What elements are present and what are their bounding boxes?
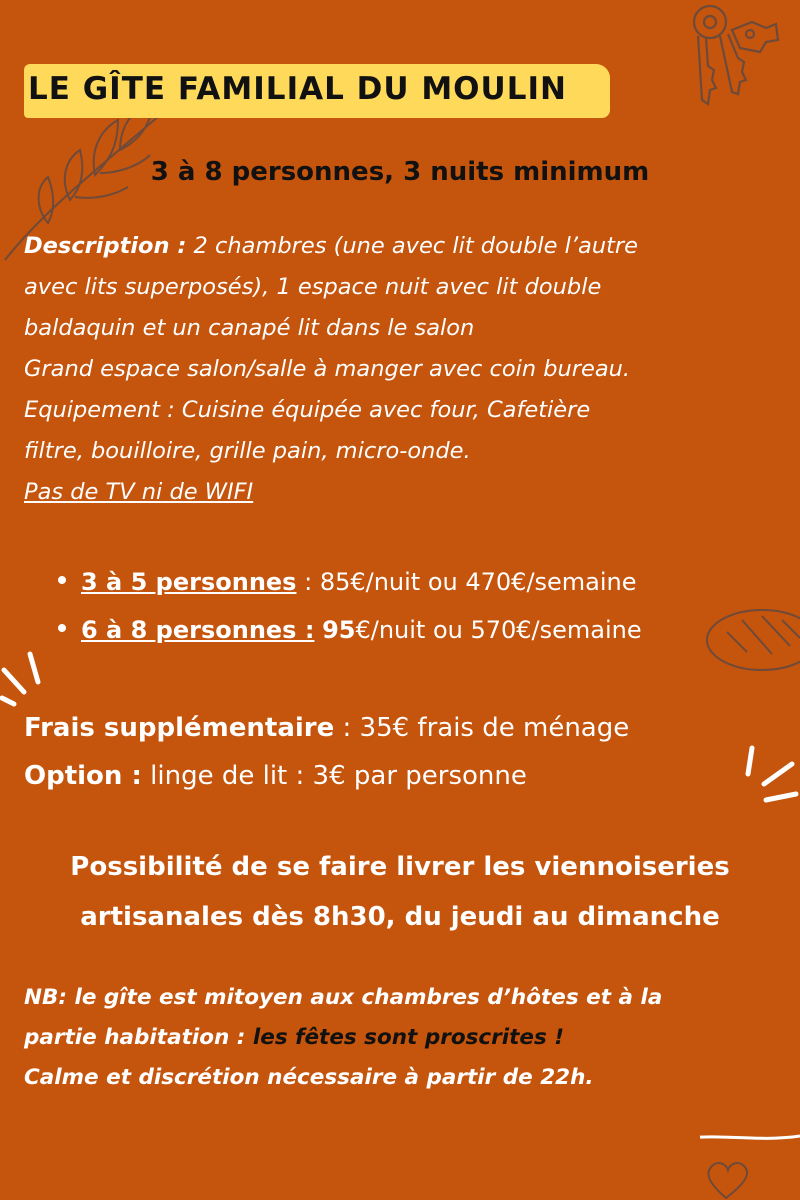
price-bold: 95: [322, 616, 356, 644]
option-line: [24, 752, 629, 800]
description-label: Description :: [24, 233, 187, 259]
equipment-line-2: filtre, bouilloire, grille pain, micro-onde.: [24, 438, 471, 464]
page-title: LE GÎTE FAMILIAL DU MOULIN: [28, 71, 567, 107]
price-item-large-group: [0, 610, 800, 658]
nb-line-3: Calme et discrétion nécessaire à partir de 22h.: [24, 1065, 594, 1090]
no-tv-wifi-note: Pas de TV ni de WIFI: [24, 479, 254, 505]
extra-fee-line: [24, 704, 629, 752]
sparkle-right-icon: [740, 740, 800, 810]
extra-fee-value: : 35€ frais de ménage: [334, 713, 630, 743]
price-separator: :: [296, 568, 320, 596]
description-line-4: Grand espace salon/salle à manger avec coin bureau.: [24, 356, 631, 382]
description-block: [24, 226, 794, 513]
description-text-1: 2 chambres (une avec lit double l’autre: [193, 233, 639, 259]
description-line-1: [24, 226, 794, 267]
option-value: linge de lit : 3€ par personne: [141, 761, 527, 791]
price-separator: [314, 616, 322, 644]
option-label: Option :: [24, 761, 142, 791]
nb-note: [24, 978, 794, 1098]
fees-block: [24, 704, 629, 800]
party-ban-text: les fêtes sont proscrites !: [252, 1025, 565, 1050]
description-line-2: avec lits superposés), 1 espace nuit avec lit double: [24, 274, 602, 300]
group-size: 6 à 8 personnes :: [81, 616, 315, 644]
price-line: [81, 616, 642, 644]
title-banner: [24, 62, 610, 120]
price-line: [81, 568, 637, 596]
bullet: [58, 576, 66, 584]
price-list: [0, 562, 800, 658]
group-size: 3 à 5 personnes: [81, 568, 297, 596]
equipment-line-1: Equipement : Cuisine équipée avec four, Cafetière: [24, 397, 591, 423]
nb-line-2: [24, 1018, 794, 1058]
capacity-subtitle: 3 à 8 personnes, 3 nuits minimum: [150, 157, 650, 187]
pastry-line-1: Possibilité de se faire livrer les viennoiseries: [70, 852, 730, 882]
pastry-line-2: artisanales dès 8h30, du jeudi au dimanche: [80, 902, 720, 932]
price-item-small-group: [0, 562, 800, 610]
price-text: €/nuit ou 570€/semaine: [355, 616, 642, 644]
keys-icon: [670, 0, 790, 110]
nb-line-2a: partie habitation :: [24, 1025, 253, 1050]
extra-fee-label: Frais supplémentaire: [24, 713, 335, 743]
heart-icon: [700, 1128, 800, 1200]
description-line-3: baldaquin et un canapé lit dans le salon: [24, 315, 475, 341]
pastry-delivery-note: [0, 842, 800, 942]
price-text: 85€/nuit ou 470€/semaine: [319, 568, 637, 596]
nb-line-1: NB: le gîte est mitoyen aux chambres d’hôtes et à la: [24, 985, 663, 1010]
bullet: [58, 624, 66, 632]
